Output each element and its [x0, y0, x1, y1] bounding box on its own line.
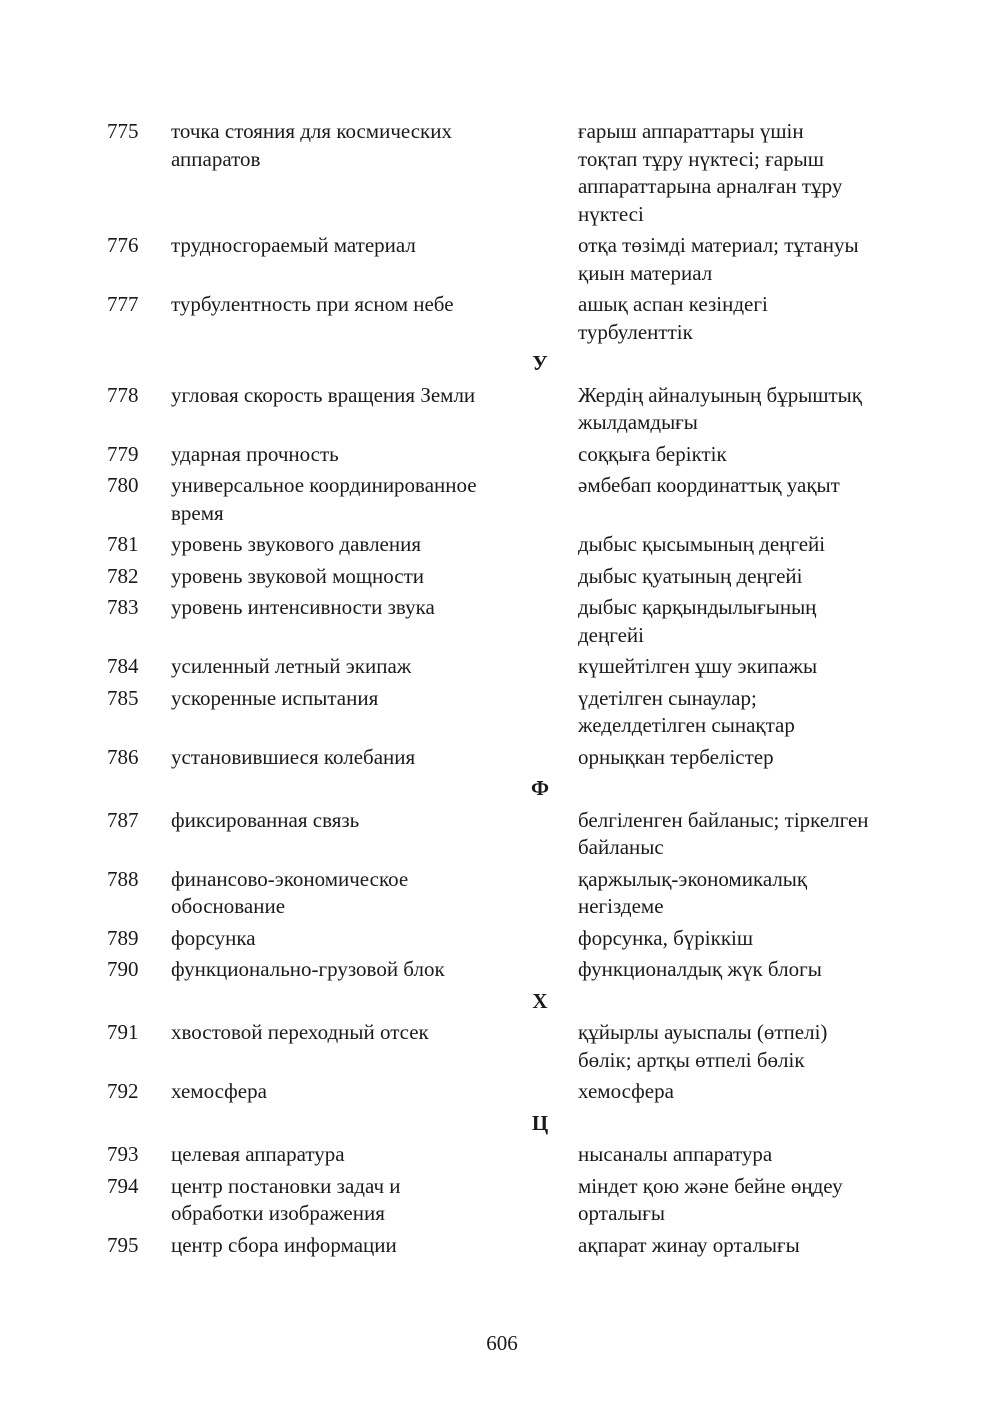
russian-term: [171, 1141, 546, 1169]
russian-term-line: время: [171, 500, 224, 525]
russian-term: [171, 594, 546, 622]
kazakh-term: [578, 1019, 923, 1074]
russian-term-line: хвостовой переходный отсек: [171, 1020, 429, 1044]
dictionary-entry: [0, 956, 1004, 984]
kazakh-term-line: деңгейі: [578, 622, 644, 647]
dictionary-entry: [0, 653, 1004, 681]
dictionary-entry: [0, 382, 1004, 437]
russian-term-line: установившиеся колебания: [171, 744, 416, 769]
entry-number: 781: [107, 532, 139, 556]
russian-term-line: обоснование: [171, 894, 286, 918]
kazakh-term-line: нүктесі: [578, 201, 644, 226]
entry-number: 779: [107, 441, 139, 466]
russian-term: [171, 232, 546, 260]
kazakh-term-line: белгіленген байланыс; тіркелген: [578, 807, 869, 832]
kazakh-term: [578, 531, 923, 559]
entry-number: 785: [107, 685, 139, 710]
page-number: 606: [486, 1331, 518, 1355]
kazakh-term-line: орнықкан тербелістер: [578, 744, 774, 769]
kazakh-term-line: қиын материал: [578, 260, 713, 285]
kazakh-term-line: ашық аспан кезіндегі: [578, 292, 768, 316]
russian-term-line: трудносгораемый материал: [171, 233, 416, 257]
dictionary-entry: [0, 1232, 1004, 1260]
kazakh-term-line: дыбыс қуатының деңгейі: [578, 563, 803, 588]
russian-term-line: функционально-грузовой блок: [171, 957, 445, 981]
kazakh-term-line: ғарыш аппараттары үшін: [578, 119, 804, 143]
russian-term: [171, 441, 546, 469]
kazakh-term: [578, 382, 923, 437]
entry-list: [0, 118, 1004, 1263]
entry-number: 780: [107, 473, 139, 497]
dictionary-entry: [0, 1173, 1004, 1228]
kazakh-term-line: форсунка, бүріккіш: [578, 925, 754, 950]
kazakh-term: [578, 1141, 923, 1169]
dictionary-entry: [0, 866, 1004, 921]
russian-term: [171, 1078, 546, 1106]
dictionary-entry: [0, 685, 1004, 740]
entry-number: 794: [107, 1173, 139, 1198]
russian-term-line: центр сбора информации: [171, 1232, 397, 1257]
kazakh-term-line: негіздеме: [578, 894, 664, 918]
russian-term: [171, 956, 546, 984]
russian-term-line: ускоренные испытания: [171, 685, 379, 710]
entry-number: 778: [107, 382, 139, 407]
entry-number: 795: [107, 1232, 139, 1257]
entry-number: 791: [107, 1020, 139, 1044]
kazakh-term-line: әмбебап координаттық уақыт: [578, 473, 840, 497]
entry-number: 793: [107, 1142, 139, 1166]
kazakh-term: [578, 594, 923, 649]
kazakh-term-line: отқа төзімді материал; тұтануы: [578, 233, 859, 257]
entry-number: 786: [107, 744, 139, 769]
russian-term: [171, 563, 546, 591]
entry-number: 784: [107, 654, 139, 678]
kazakh-term-line: функционалдық жүк блогы: [578, 957, 822, 981]
entry-number: 787: [107, 807, 139, 832]
dictionary-entry: [0, 594, 1004, 649]
russian-term-line: усиленный летный экипаж: [171, 654, 412, 678]
kazakh-term: [578, 1078, 923, 1106]
entry-number: 777: [107, 292, 139, 316]
kazakh-term: [578, 472, 923, 500]
russian-term-line: обработки изображения: [171, 1201, 385, 1225]
russian-term: [171, 291, 546, 319]
kazakh-term: [578, 685, 923, 740]
kazakh-term-line: нысаналы аппаратура: [578, 1142, 773, 1166]
kazakh-term: [578, 744, 923, 772]
dictionary-entry: [0, 1141, 1004, 1169]
entry-number: 783: [107, 595, 139, 619]
russian-term: [171, 744, 546, 772]
kazakh-term: [578, 118, 923, 228]
dictionary-entry: [0, 118, 1004, 228]
russian-term: [171, 866, 546, 921]
russian-term-line: универсальное координированное: [171, 473, 477, 497]
entry-number: 775: [107, 119, 139, 143]
russian-term: [171, 531, 546, 559]
dictionary-entry: [0, 1019, 1004, 1074]
dictionary-entry: [0, 232, 1004, 287]
section-letter: Ф: [530, 776, 550, 800]
kazakh-term: [578, 925, 923, 953]
kazakh-term-line: міндет қою және бейне өңдеу: [578, 1173, 843, 1198]
dictionary-entry: [0, 1078, 1004, 1106]
dictionary-entry: [0, 531, 1004, 559]
russian-term: [171, 1232, 546, 1260]
kazakh-term: [578, 563, 923, 591]
kazakh-term: [578, 441, 923, 469]
dictionary-entry: [0, 291, 1004, 346]
kazakh-term-line: бөлік; артқы өтпелі бөлік: [578, 1047, 805, 1072]
kazakh-term-line: байланыс: [578, 835, 664, 859]
russian-term-line: целевая аппаратура: [171, 1142, 345, 1166]
kazakh-term: [578, 807, 923, 862]
russian-term-line: турбулентность при ясном небе: [171, 292, 454, 316]
entry-number: 776: [107, 233, 139, 257]
dictionary-entry: [0, 744, 1004, 772]
kazakh-term: [578, 232, 923, 287]
dictionary-entry: [0, 563, 1004, 591]
entry-number: 782: [107, 563, 139, 588]
entry-number: 792: [107, 1079, 139, 1103]
russian-term-line: форсунка: [171, 925, 256, 950]
dictionary-entry: [0, 925, 1004, 953]
kazakh-term: [578, 956, 923, 984]
kazakh-term: [578, 1173, 923, 1228]
kazakh-term-line: ақпарат жинау орталығы: [578, 1232, 800, 1257]
russian-term: [171, 1173, 546, 1228]
russian-term: [171, 807, 546, 835]
entry-number: 790: [107, 957, 139, 981]
russian-term: [171, 382, 546, 410]
russian-term-line: финансово-экономическое: [171, 866, 409, 891]
kazakh-term-line: аппараттарына арналған тұру: [578, 174, 843, 198]
kazakh-term-line: Жердің айналуының бұрыштық: [578, 382, 862, 407]
kazakh-term-line: қаржылық-экономикалық: [578, 866, 808, 891]
russian-term-line: ударная прочность: [171, 441, 339, 466]
russian-term: [171, 653, 546, 681]
kazakh-term-line: дыбыс қысымының деңгейі: [578, 532, 826, 556]
russian-term-line: хемосфера: [171, 1079, 267, 1103]
russian-term-line: уровень интенсивности звука: [171, 595, 435, 619]
kazakh-term-line: жылдамдығы: [578, 410, 698, 434]
kazakh-term: [578, 653, 923, 681]
section-letter: Х: [532, 988, 548, 1013]
russian-term-line: уровень звуковой мощности: [171, 563, 425, 588]
kazakh-term: [578, 866, 923, 921]
section-letter: Ц: [531, 1110, 549, 1135]
russian-term: [171, 685, 546, 713]
kazakh-term-line: хемосфера: [578, 1079, 674, 1103]
kazakh-term-line: жеделдетілген сынақтар: [578, 713, 795, 737]
kazakh-term-line: күшейтілген ұшу экипажы: [578, 654, 818, 678]
entry-number: 788: [107, 866, 139, 891]
dictionary-entry: [0, 472, 1004, 527]
russian-term-line: фиксированная связь: [171, 807, 360, 832]
entry-number: 789: [107, 925, 139, 950]
kazakh-term-line: дыбыс қарқындылығының: [578, 595, 817, 619]
kazakh-term-line: турбуленттік: [578, 319, 693, 344]
kazakh-term: [578, 291, 923, 346]
russian-term-line: центр постановки задач и: [171, 1173, 401, 1198]
russian-term-line: угловая скорость вращения Земли: [171, 382, 476, 407]
russian-term-line: точка стояния для космических: [171, 119, 452, 143]
kazakh-term-line: құйырлы ауыспалы (өтпелі): [578, 1020, 828, 1044]
kazakh-term-line: соққыға беріктік: [578, 441, 727, 466]
kazakh-term-line: үдетілген сынаулар;: [578, 685, 757, 710]
russian-term-line: уровень звукового давления: [171, 532, 422, 556]
dictionary-entry: [0, 807, 1004, 862]
russian-term: [171, 118, 546, 173]
russian-term: [171, 925, 546, 953]
kazakh-term-line: тоқтап тұру нүктесі; ғарыш: [578, 146, 824, 171]
section-letter: У: [532, 351, 548, 375]
dictionary-entry: [0, 441, 1004, 469]
kazakh-term-line: орталығы: [578, 1201, 665, 1225]
russian-term: [171, 1019, 546, 1047]
kazakh-term: [578, 1232, 923, 1260]
russian-term: [171, 472, 546, 527]
russian-term-line: аппаратов: [171, 146, 261, 171]
